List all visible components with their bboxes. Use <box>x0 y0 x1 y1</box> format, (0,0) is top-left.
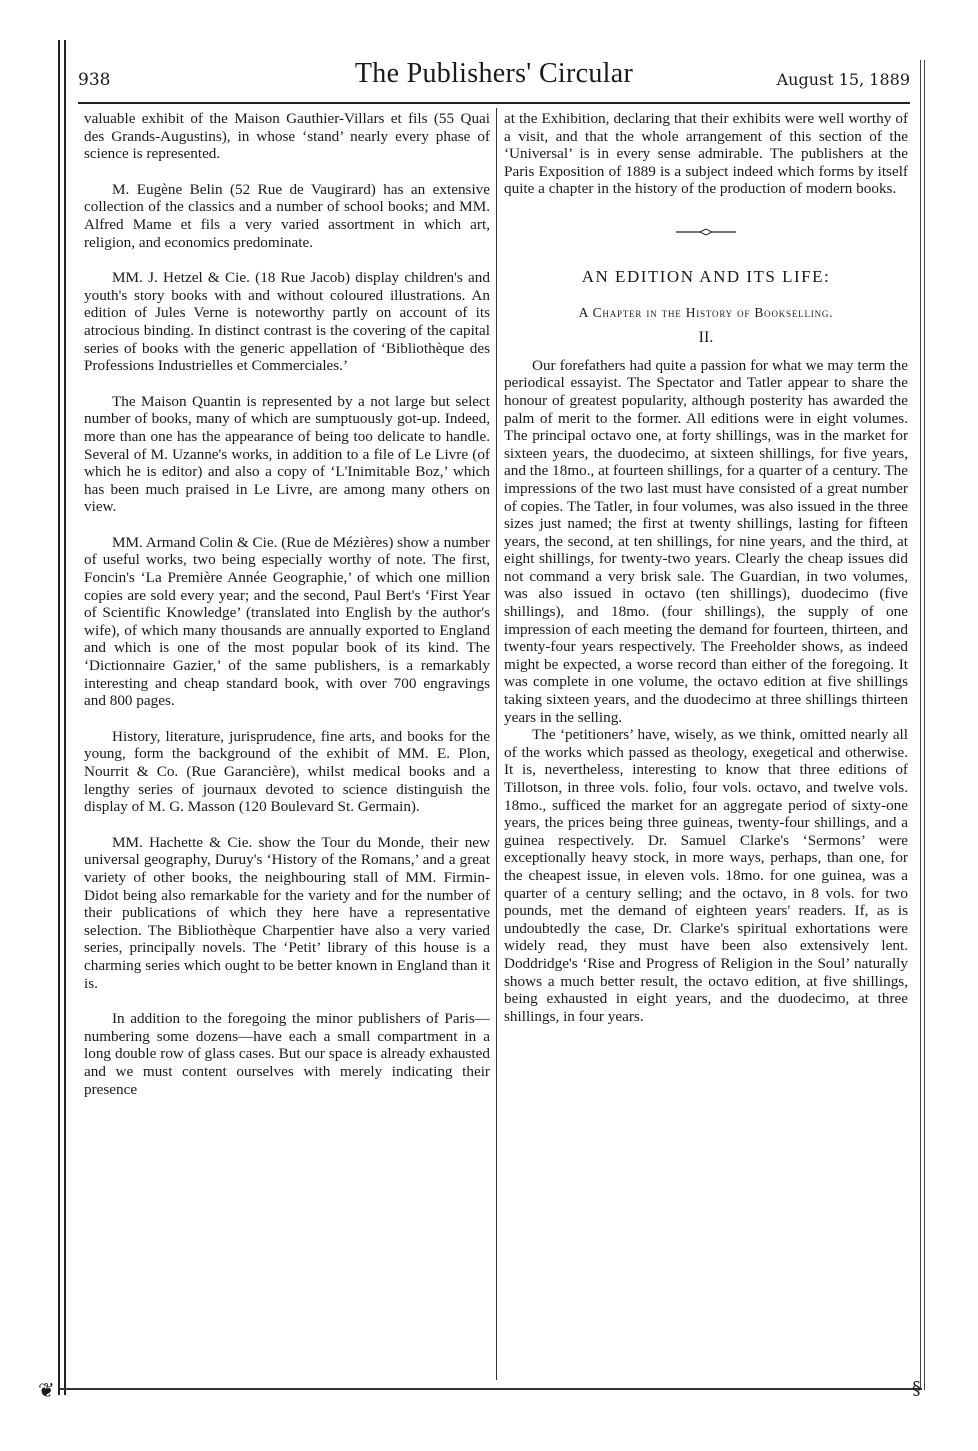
binding-edge-right <box>920 60 925 1390</box>
left-paragraph-2: M. Eugène Belin (52 Rue de Vaugirard) has an extensive collection of the classics and a number of school books; and MM. Alfred Mame et fils a very varied assortment in which art, religion, and economics predominate. <box>84 180 490 251</box>
issue-date: August 15, 1889 <box>776 70 910 89</box>
binding-edge-left <box>58 40 66 1395</box>
left-paragraph-8: In addition to the foregoing the minor publishers of Paris—numbering some dozens—have each a small compartment in a long double row of glass cases. But our space is already exhausted and we must content ourselves with merely indicating their presence <box>84 1010 490 1098</box>
left-paragraph-7: MM. Hachette & Cie. show the Tour du Monde, their new universal geography, Duruy's ‘History of the Romans,’ and a great variety of other books, the neighbouring stall of MM. Firmin-Didot being also remarkable for the variety and for the number of their publications of which they here have a representative selection. The Bibliothèque Charpentier have also a very varied series, principally novels. The ‘Petit’ library of this house is a charming series which ought to be better known in England than it is. <box>84 833 490 992</box>
left-paragraph-1: valuable exhibit of the Maison Gauthier-Villars et fils (55 Quai des Grands-Augustins), in whose ‘stand’ nearly every phase of science is represented. <box>84 110 490 163</box>
running-title: The Publishers' Circular <box>354 58 634 89</box>
left-paragraph-4: The Maison Quantin is represented by a not large but select number of books, many of which are sumptuously got-up. Indeed, more than one has the appearance of being too delicate to handle. Several of M. Uzanne's works, in addition to a file of Le Livre (of which he is editor) and also a copy of ‘L'Inimitable Boz,’ which has been much praised in Le Livre, are among many others on view. <box>84 392 490 516</box>
binding-mark-icon: § <box>912 1378 921 1399</box>
footer-rule <box>60 1388 922 1390</box>
right-paragraph-2: The ‘petitioners’ have, wisely, as we think, omitted nearly all of the works which passed as theology, exegetical and otherwise. It is, nevertheless, interesting to know that three editions of Tillotson, in three vols. folio, four vols. octavo, and twelve vols. 18mo., sufficed the market for an aggregate period of sixty-one years, the prices being three guineas, twenty-four shillings, and a guinea respectively. Dr. Samuel Clarke's ‘Sermons’ were exceptionally heavy stock, in more ways, perhaps, than one, for the cheapest issue, in eleven vols. 18mo. for one guinea, was a quarter of a century selling; and the octavo, in 8 vols. for two pounds, met the demand of eighteen years' readers. If, as is undoubtedly the case, Dr. Clarke's spiritual exhortations were widely read, they must have been also extensively lent. Doddridge's ‘Rise and Progress of Religion in the Soul’ naturally shows a much better result, the octavo edition, at five shillings, being exhausted in eight years, and the duodecimo, at three shillings, in four years. <box>504 726 908 1025</box>
right-column <box>504 110 908 1025</box>
column-divider <box>496 108 497 1380</box>
section-break-ornament <box>504 224 908 238</box>
right-paragraph-1: Our forefathers had quite a passion for what we may term the periodical essayist. The Spectator and Tatler appear to share the honour of greatest popularity, although posterity has awarded the palm of merit to the former. All editions were in eight volumes. The principal octavo one, at forty shillings, was in the market for sixteen years, the duodecimo, at sixteen shillings, for five years, and the 18mo., at fourteen shillings, for a quarter of a century. The impressions of the two last must have consisted of a great number of copies. The Tatler, in four volumes, was also issued in the three sizes just named; the first at twenty shillings, lasting for fifteen years, the second, at ten shillings, for nine years, and the third, at eight shillings, for twenty-two years. Clearly the cheap issues did not command a very brisk sale. The Guardian, in two volumes, was also issued in octavo (ten shillings), duodecimo (five shillings), and 18mo. (four shillings), the supply of one impression of each meeting the demand for fourteen, thirteen, and twenty-four years respectively. The Freeholder shows, as indeed might be expected, a worse record than either of the foregoing. It was complete in one volume, the octavo edition at five shillings taking sixteen years, and the duodecimo at three shillings thirteen years in the selling. <box>504 356 908 726</box>
left-paragraph-3: MM. J. Hetzel & Cie. (18 Rue Jacob) display children's and youth's story books with and without coloured illustrations. An edition of Jules Verne is noteworthy partly on account of its atrocious binding. In distinct contrast is the covering of the capital series of books with the generic appellation of ‘Bibliothèque des Professions Industrielles et Commerciales.’ <box>84 269 490 375</box>
article-subtitle: A Chapter in the History of Bookselling. <box>578 304 834 320</box>
left-paragraph-5: MM. Armand Colin & Cie. (Rue de Mézières) show a number of useful works, two being especially worthy of note. The first, Foncin's ‘La Première Année Geographie,’ of which one million copies are sold every year; and the second, Paul Bert's ‘First Year of Scientific Knowledge’ (translated into English by the author's wife), of which many thousands are annually exported to England and which is one of the most popular book of its kind. The ‘Dictionnaire Gazier,’ of the same publishers, is a remarkably interesting and cheap standard book, with over 700 engravings and 800 pages. <box>84 533 490 710</box>
header-rule <box>78 102 910 104</box>
page-number: 938 <box>78 70 111 90</box>
left-paragraph-6: History, literature, jurisprudence, fine arts, and books for the young, form the background of the exhibit of MM. E. Plon, Nourrit & Co. (Rue Garancière), whilst medical books and a lengthy series of journaux devoted to science distinguish the display of M. G. Masson (120 Boulevard St. Germain). <box>84 727 490 816</box>
article-part-number: II. <box>698 329 714 347</box>
ornament-rule-icon <box>676 227 736 237</box>
left-column <box>84 110 490 1098</box>
page-header <box>78 58 910 98</box>
right-continuation: at the Exhibition, declaring that their exhibits were well worthy of a visit, and that the whole arrangement of this section of the ‘Universal’ is in every sense admirable. The publishers at the Paris Exposition of 1889 is a subject indeed which forms by itself quite a chapter in the history of the production of modern books. <box>504 110 908 198</box>
fleuron-icon: ❦ <box>38 1378 55 1402</box>
article-title: AN EDITION AND ITS LIFE: <box>581 266 831 286</box>
